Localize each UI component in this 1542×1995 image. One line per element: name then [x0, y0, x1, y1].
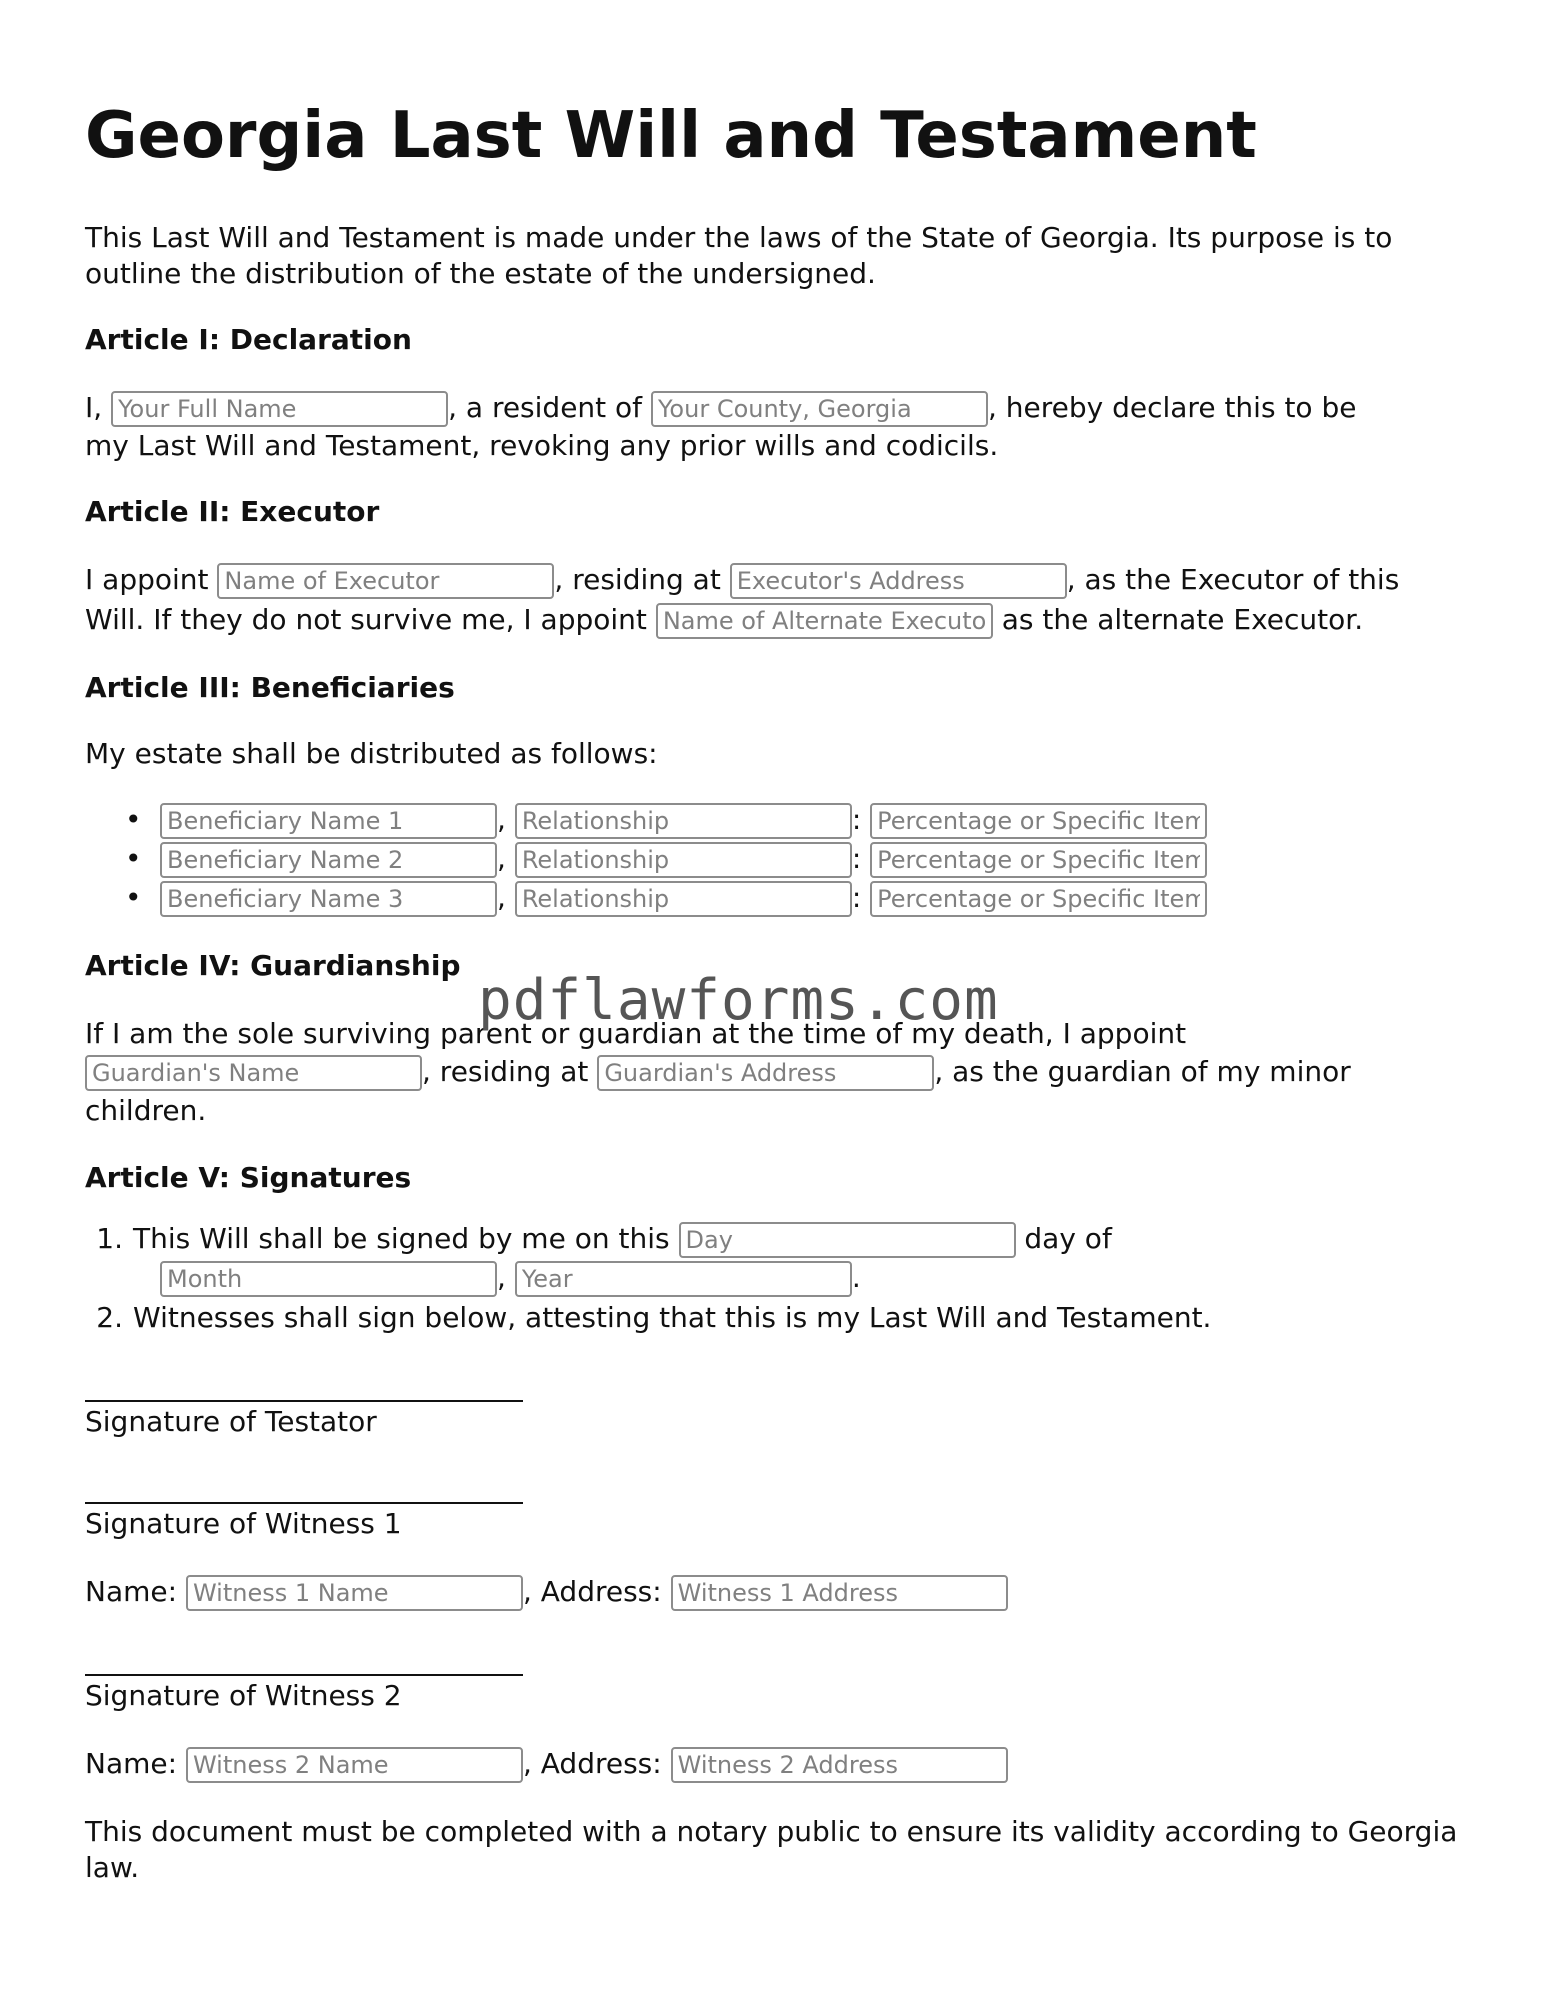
witness-1-address-input[interactable]	[671, 1575, 1008, 1611]
alternate-executor-input[interactable]	[656, 603, 993, 639]
beneficiary-share-input[interactable]	[870, 803, 1207, 839]
distribution-intro: My estate shall be distributed as follows:	[85, 737, 658, 770]
guardian-line-3: children.	[85, 1094, 207, 1127]
article-3-heading: Article III: Beneficiaries	[85, 671, 455, 704]
county-input[interactable]	[651, 391, 988, 427]
beneficiary-row: • Beneficiary Name 1 , Relationship : Percentage or Specific Item	[125, 800, 1207, 839]
witness-2-details: Name: Witness 2 Name , Address: Witness 2 Address	[85, 1744, 1008, 1784]
beneficiary-share-input[interactable]	[870, 881, 1207, 917]
article-2-line-2: Will. If they do not survive me, I appoint Name of Alternate Executor as the alternate Executor.	[85, 600, 1363, 640]
beneficiary-name-input[interactable]	[160, 881, 497, 917]
witness-2-name-input[interactable]	[186, 1747, 523, 1783]
article-2-heading: Article II: Executor	[85, 495, 380, 528]
article-1-line-2: my Last Will and Testament, revoking any prior wills and codicils.	[85, 429, 999, 462]
signing-date-item: 1. This Will shall be signed by me on this Day day of	[85, 1219, 1211, 1258]
notary-notice: This document must be completed with a notary public to ensure its validity according to Georgia law.	[85, 1815, 1458, 1884]
beneficiary-name-input[interactable]	[160, 842, 497, 878]
executor-name-input[interactable]	[217, 563, 554, 599]
day-input[interactable]	[679, 1222, 1016, 1258]
witness-1-details: Name: Witness 1 Name , Address: Witness 1 Address	[85, 1572, 1008, 1612]
intro-paragraph: This Last Will and Testament is made under the laws of the State of Georgia. Its purpose is to outline the distribution of the estate of the undersigned.	[85, 221, 1393, 290]
guardian-line-1: If I am the sole surviving parent or guardian at the time of my death, I appoint	[85, 1017, 1187, 1050]
month-input[interactable]	[160, 1261, 497, 1297]
executor-address-input[interactable]	[730, 563, 1067, 599]
beneficiary-share-input[interactable]	[870, 842, 1207, 878]
beneficiary-list	[85, 800, 1207, 917]
beneficiary-row: • Beneficiary Name 3 , Relationship : Percentage or Specific Item	[125, 878, 1207, 917]
article-1-line-1: I, Your Full Name , a resident of Your County, Georgia , hereby declare this to be	[85, 388, 1356, 428]
signature-instructions	[85, 1219, 1211, 1338]
guardian-name-input[interactable]	[85, 1055, 422, 1091]
guardian-address-input[interactable]	[597, 1055, 934, 1091]
article-2-line-1: I appoint Name of Executor , residing at Executor's Address , as the Executor of this	[85, 560, 1399, 600]
watermark: pdflawforms.com	[478, 968, 999, 1033]
witness-2-signature-label: Signature of Witness 2	[85, 1679, 402, 1712]
article-1-heading: Article I: Declaration	[85, 323, 412, 356]
year-input[interactable]	[515, 1261, 852, 1297]
beneficiary-name-input[interactable]	[160, 803, 497, 839]
witness-instruction-item: 2. Witnesses shall sign below, attesting that this is my Last Will and Testament.	[96, 1301, 1212, 1334]
witness-1-signature-label: Signature of Witness 1	[85, 1507, 402, 1540]
page-title: Georgia Last Will and Testament	[85, 99, 1257, 173]
signing-date-item-continued: Month, Year .	[85, 1258, 1211, 1298]
article-5-heading: Article V: Signatures	[85, 1161, 412, 1194]
beneficiary-relationship-input[interactable]	[515, 881, 852, 917]
article-4-heading: Article IV: Guardianship	[85, 949, 461, 982]
witness-2-address-input[interactable]	[671, 1747, 1008, 1783]
witness-1-name-input[interactable]	[186, 1575, 523, 1611]
beneficiary-row: • Beneficiary Name 2 , Relationship : Percentage or Specific Item	[125, 839, 1207, 878]
beneficiary-relationship-input[interactable]	[515, 803, 852, 839]
beneficiary-relationship-input[interactable]	[515, 842, 852, 878]
guardian-line-2: Guardian's Name, residing at Guardian's Address , as the guardian of my minor	[85, 1052, 1351, 1092]
full-name-input[interactable]	[111, 391, 448, 427]
testator-signature-label: Signature of Testator	[85, 1405, 377, 1438]
